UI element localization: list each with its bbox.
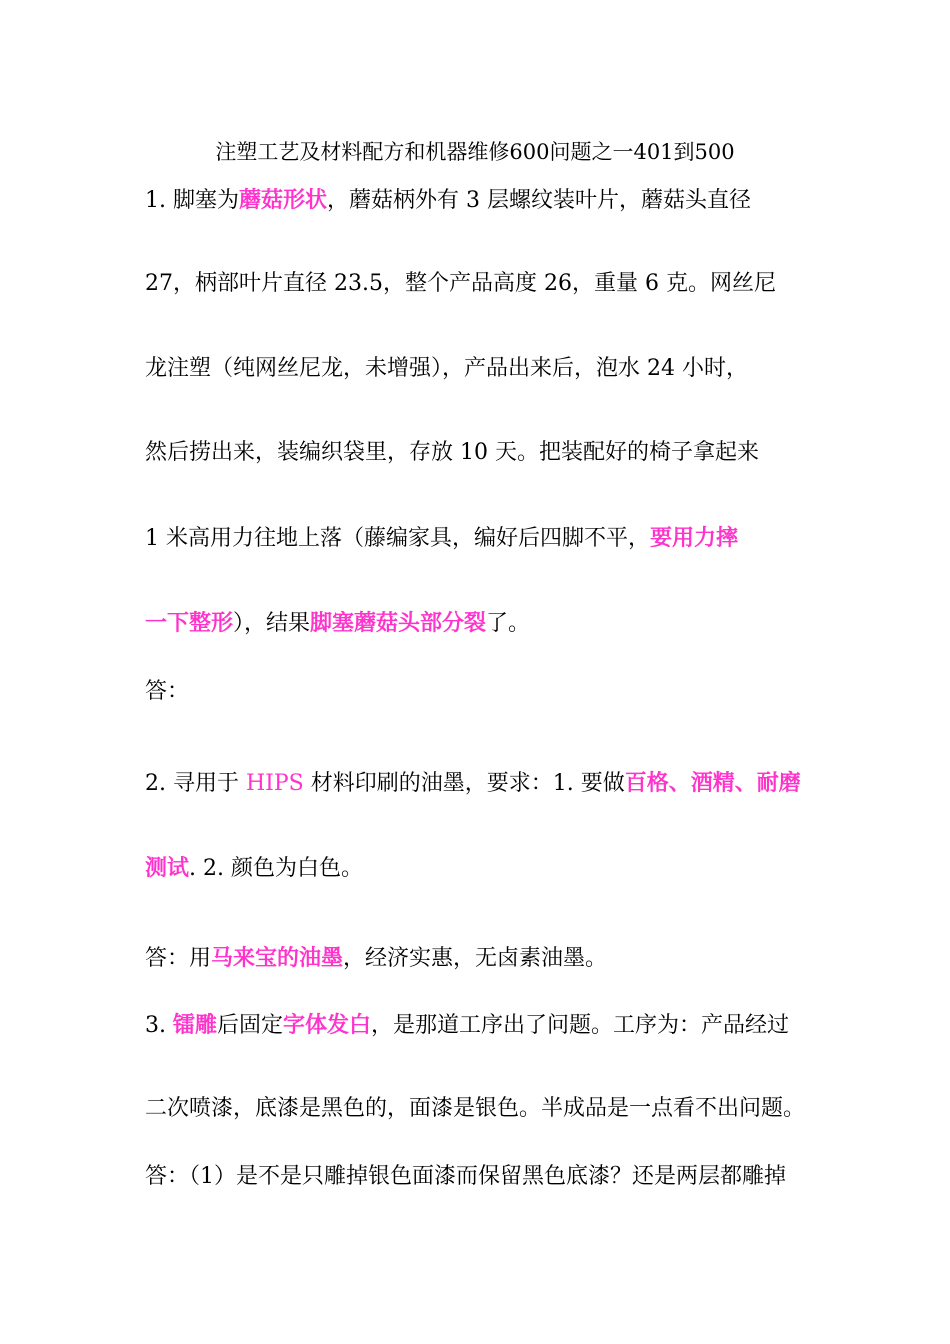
q1-text: ），结果 xyxy=(233,611,311,636)
q1-highlight-throw: 要用力摔 xyxy=(650,525,739,551)
q3-line-1 xyxy=(145,1010,789,1041)
q2-answer xyxy=(145,943,607,974)
q2-text: 2. 寻用于 xyxy=(145,771,246,796)
q2-highlight-test: 测试 xyxy=(145,855,190,881)
q3-answer: 答：（1）是不是只雕掉银色面漆而保留黑色底漆？还是两层都雕掉 xyxy=(145,1164,786,1189)
q1-line-5 xyxy=(145,523,738,554)
q3-text: 后固定 xyxy=(217,1013,284,1038)
q2-highlight-tests: 百格、酒精、耐磨 xyxy=(624,770,801,796)
q1-highlight-crack: 脚塞蘑菇头部分裂 xyxy=(310,610,487,636)
q2-text: 材料印刷的油墨，要求：1. 要做 xyxy=(303,771,625,796)
q2-highlight-ink-brand: 马来宝的油墨 xyxy=(211,945,344,971)
q1-highlight-reshape: 一下整形 xyxy=(145,610,234,636)
q3-text: ，是那道工序出了问题。工序为：产品经过 xyxy=(371,1013,790,1038)
q1-answer-label: 答： xyxy=(145,679,190,704)
q1-text: ，蘑菇柄外有 3 层螺纹装叶片，蘑菇头直径 xyxy=(327,188,751,213)
q2-answer-text: ，经济实惠，无卤素油墨。 xyxy=(343,946,608,971)
q2-text: . 2. 颜色为白色。 xyxy=(189,856,363,881)
q1-line-2: 27，柄部叶片直径 23.5，整个产品高度 26，重量 6 克。网丝尼 xyxy=(145,271,776,296)
q1-line-3: 龙注塑（纯网丝尼龙，未增强），产品出来后，泡水 24 小时， xyxy=(145,356,748,381)
q1-line-1 xyxy=(145,185,751,216)
q3-highlight-whitening: 字体发白 xyxy=(283,1012,372,1038)
q1-line-6 xyxy=(145,608,530,639)
q2-line-1 xyxy=(145,768,801,799)
q2-answer-text: 答：用 xyxy=(145,946,212,971)
q3-highlight-laser: 镭雕 xyxy=(172,1012,217,1038)
q3-text: 3. xyxy=(145,1013,173,1038)
q3-line-2: 二次喷漆，底漆是黑色的，面漆是银色。半成品是一点看不出问题。 xyxy=(145,1096,806,1121)
q1-highlight-mushroom-shape: 蘑菇形状 xyxy=(238,187,327,213)
document-title: 注塑工艺及材料配方和机器维修600问题之一401到500 xyxy=(215,140,735,164)
q1-text: 1 米高用力往地上落（藤编家具，编好后四脚不平， xyxy=(145,526,650,551)
q1-line-4: 然后捞出来，装编织袋里，存放 10 天。把装配好的椅子拿起来 xyxy=(145,440,759,465)
q2-highlight-hips: HIPS xyxy=(245,771,304,796)
q1-number-text: 1. 脚塞为 xyxy=(145,188,239,213)
q1-text: 了。 xyxy=(486,611,531,636)
q2-line-2 xyxy=(145,853,363,884)
